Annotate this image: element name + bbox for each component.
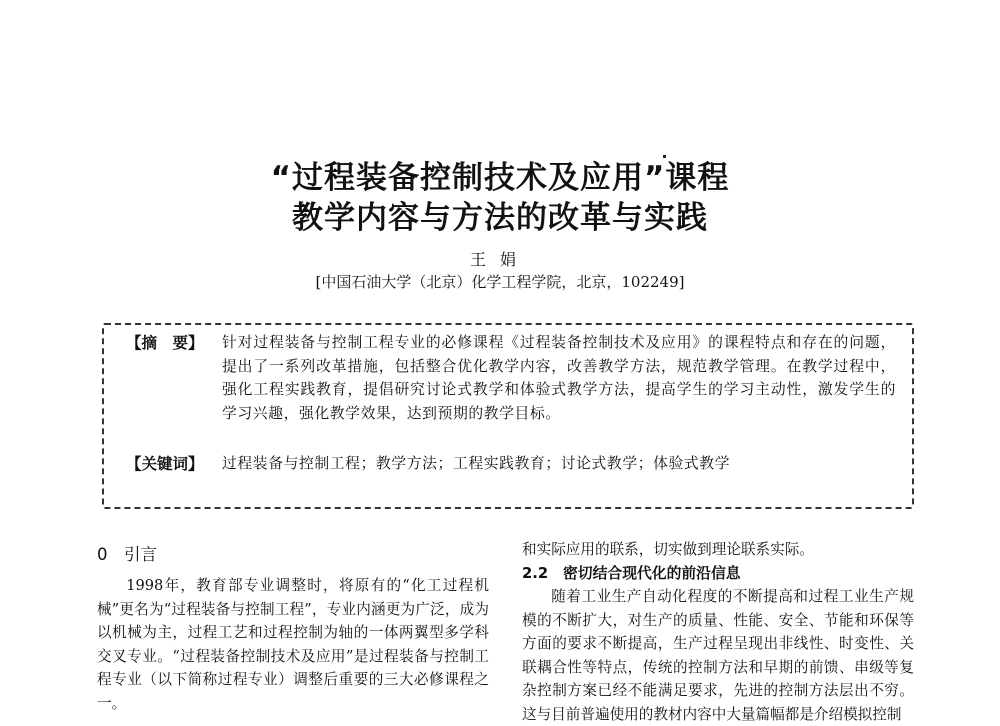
continued-text: 和实际应用的联系，切实做到理论联系实际。 bbox=[522, 541, 814, 558]
subsection-paragraph: 随着工业生产自动化程度的不断提高和过程工业生产规模的不断扩大，对生产的质量、性能、安全、节能和环保等方面的要求不断提高，生产过程呈现出非线性、时变性、关联耦合性等特点，传统的控制方法和早期的前馈、串级等复杂控制方案已经不能满足要求，先进的控制方法层出不穷。这与目前普遍使用的教材内容中大量篇幅都是介绍模拟控制 bbox=[522, 588, 914, 723]
subsection-heading-2-2: 2.2 密切结合现代化的前沿信息 bbox=[522, 564, 741, 582]
scan-speck bbox=[663, 155, 666, 158]
abstract-text: 针对过程装备与控制工程专业的必修课程《过程装备控制技术及应用》的课程特点和存在的问题，提出了一系列改革措施，包括整合优化教学内容，改善教学方法，规范教学管理。在教学过程中，强化工程实践教育，提倡研究讨论式教学和体验式教学方法，提高学生的学习主动性，激发学生的学习兴趣，强化教学效果，达到预期的教学目标。 bbox=[222, 334, 896, 422]
author-name: 王娟 bbox=[469, 250, 530, 269]
paper-title-line-1: “过程装备控制技术及应用”课程 bbox=[270, 160, 730, 196]
right-column bbox=[522, 538, 914, 726]
introduction-paragraph: 1998年，教育部专业调整时，将原有的“化工过程机械”更名为“过程装备与控制工程”，专业内涵更为广泛，成为以机械为主，过程工艺和过程控制为轴的一体两翼型多学科交叉专业。“过程装备控制技术及应用”是过程装备与控制工程专业（以下简称过程专业）调整后重要的三大必修课程之一。 bbox=[97, 577, 489, 712]
section-heading-introduction: 0 引言 bbox=[97, 545, 157, 564]
abstract-box bbox=[102, 323, 914, 509]
keywords-label: 【关键词】 bbox=[126, 455, 204, 473]
abstract-label: 【摘 要】 bbox=[126, 334, 204, 352]
paper-title-line-2: 教学内容与方法的改革与实践 bbox=[292, 200, 708, 236]
author-affiliation: [中国石油大学（北京）化学工程学院，北京，102249] bbox=[315, 273, 685, 291]
keywords-text: 过程装备与控制工程；教学方法；工程实践教育；讨论式教学；体验式教学 bbox=[222, 455, 731, 472]
left-column bbox=[97, 543, 489, 715]
